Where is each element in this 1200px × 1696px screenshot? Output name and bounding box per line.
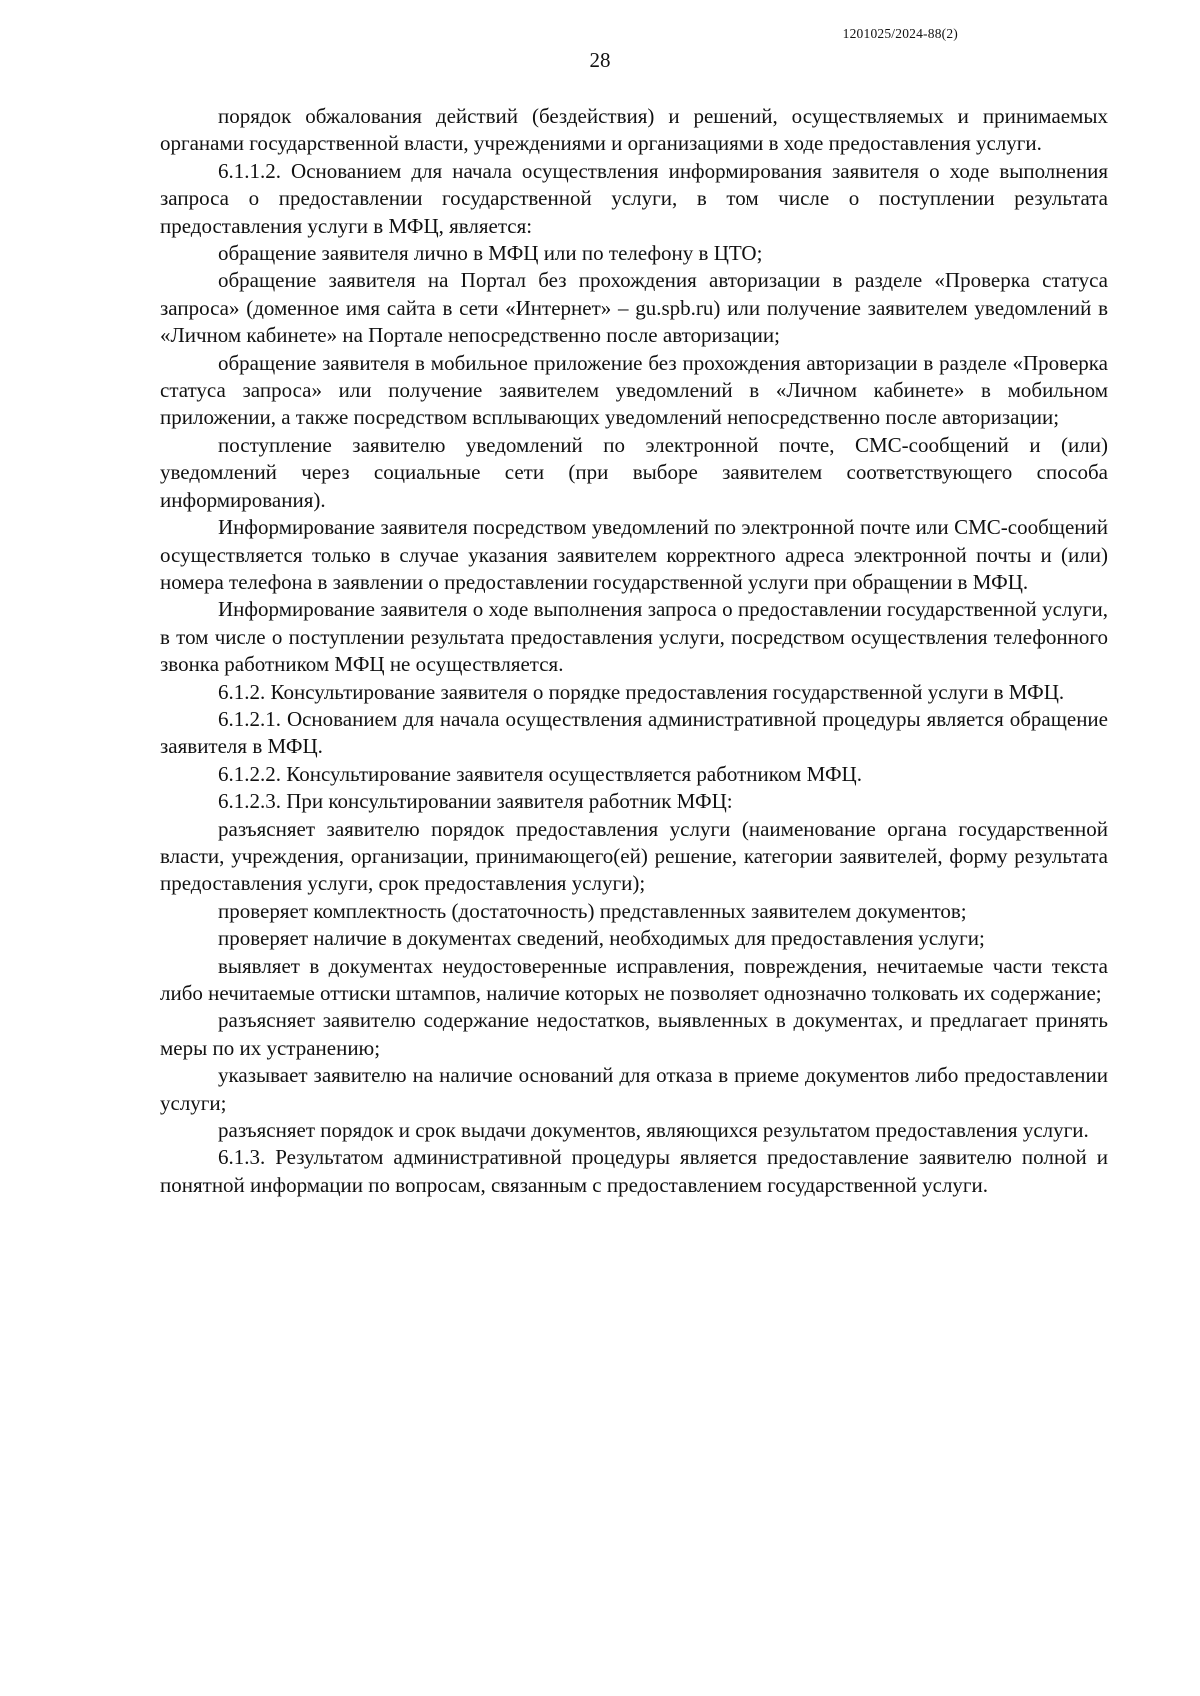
paragraph: 6.1.2.1. Основанием для начала осуществления административной процедуры является обращение заявителя в МФЦ. [160,706,1108,759]
paragraph: 6.1.2.3. При консультировании заявителя работник МФЦ: [218,789,733,814]
paragraph: проверяет наличие в документах сведений, необходимых для предоставления услуги; [218,926,985,951]
paragraph: обращение заявителя в мобильное приложение без прохождения авторизации в разделе «Проверка статуса запроса» или получение заявителем уведомлений в «Личном кабинете» в мобильном приложении, а также посредством всплывающих уведомлений непосредственно после авторизации; [160,350,1108,430]
paragraph: указывает заявителю на наличие оснований для отказа в приеме документов либо предоставлении услуги; [160,1063,1108,1115]
paragraph: 6.1.1.2. Основанием для начала осуществления информирования заявителя о ходе выполнения запроса о предоставлении государственной услуги, в том числе о поступлении результата предоставления услуги в МФЦ, является: [160,158,1108,238]
paragraph: разъясняет заявителю содержание недостатков, выявленных в документах, и предлагает принять меры по их устранению; [160,1008,1108,1060]
paragraph: Информирование заявителя о ходе выполнения запроса о предоставлении государственной услуги, в том числе о поступлении результата предоставления услуги, посредством осуществления телефонного звонка работником МФЦ не осуществляется. [160,597,1108,677]
paragraph: разъясняет заявителю порядок предоставления услуги (наименование органа государственной власти, учреждения, организации, принимающего(ей) решение, категории заявителей, форму результата предоставления услуги, срок предоставления услуги); [160,816,1108,896]
paragraph: обращение заявителя лично в МФЦ или по телефону в ЦТО; [218,241,763,266]
paragraph: поступление заявителю уведомлений по электронной почте, СМС-сообщений и (или) уведомлений через социальные сети (при выборе заявителем соответствующего способа информирования). [160,432,1108,512]
paragraph: 6.1.2. Консультирование заявителя о порядке предоставления государственной услуги в МФЦ. [218,679,1065,704]
page-number: 28 [589,48,611,72]
document-code: 1201025/2024-88(2) [842,26,958,41]
paragraph: Информирование заявителя посредством уведомлений по электронной почте или СМС-сообщений осуществляется только в случае указания заявителем корректного адреса электронной почты и (или) номера телефона в заявлении о предоставлении государственной услуги при обращении в МФЦ. [160,515,1108,594]
paragraph: 6.1.3. Результатом административной процедуры является предоставление заявителю полной и понятной информации по вопросам, связанным с предоставлением государственной услуги. [160,1145,1108,1197]
paragraph: проверяет комплектность (достаточность) представленных заявителем документов; [218,898,967,923]
paragraph: порядок обжалования действий (бездействия) и решений, осуществляемых и принимаемых органами государственной власти, учреждениями и организациями в ходе предоставления услуги. [160,104,1108,156]
document-body [160,103,1108,1199]
paragraph: выявляет в документах неудостоверенные исправления, повреждения, нечитаемые части текста либо нечитаемые оттиски штампов, наличие которых не позволяет однозначно толковать их содержание; [160,953,1108,1005]
paragraph: 6.1.2.2. Консультирование заявителя осуществляется работником МФЦ. [218,761,862,786]
paragraph: разъясняет порядок и срок выдачи документов, являющихся результатом предоставления услуги. [218,1118,1089,1143]
paragraph: обращение заявителя на Портал без прохождения авторизации в разделе «Проверка статуса запроса» (доменное имя сайта в сети «Интернет» – gu.spb.ru) или получение заявителем уведомлений в «Личном кабинете» на Портале непосредственно после авторизации; [160,268,1108,348]
